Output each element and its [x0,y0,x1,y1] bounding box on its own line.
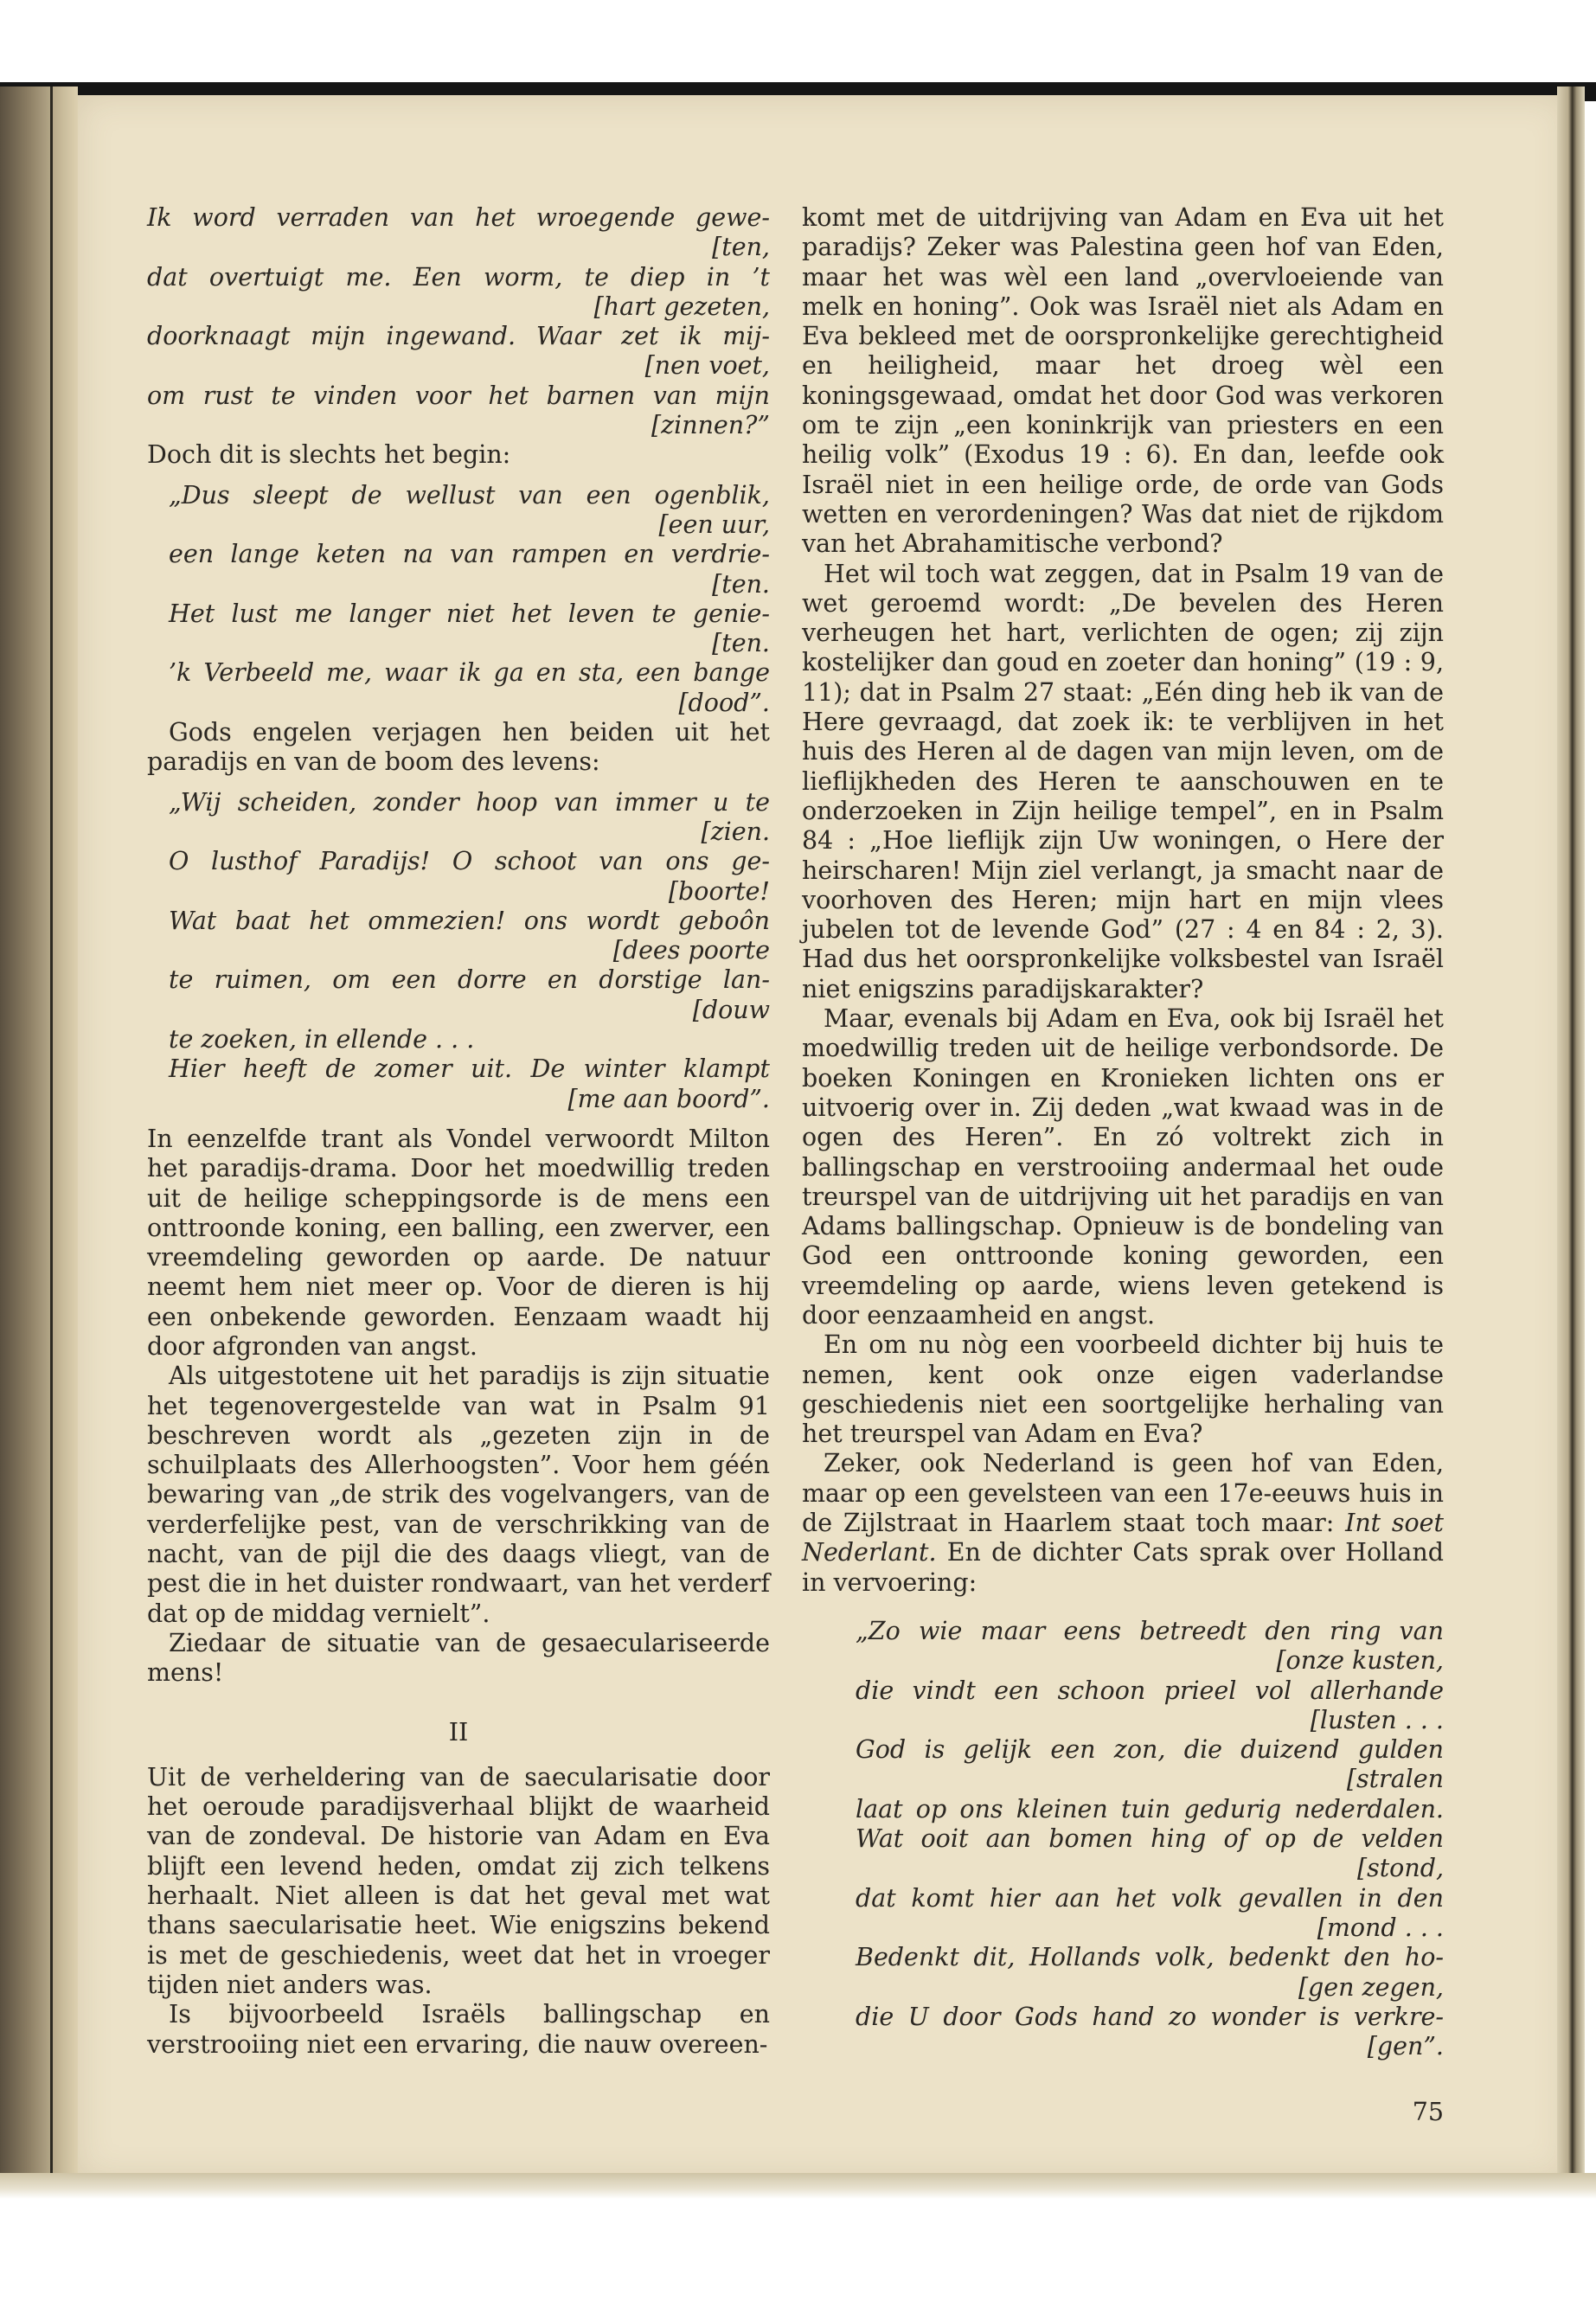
poem-cats [802,1617,1444,2061]
paragraph [802,1449,1444,1597]
verse-line: Bedenkt dit, Hollands volk, bedenkt den ho- [856,1943,1444,1972]
verse-line: Hier heeft de zomer uit. De winter klampt [169,1054,770,1084]
verse-continuation: [boorte! [668,876,770,906]
verse-line: die vindt een schoon prieel vol allerhande [856,1676,1444,1705]
verse-continuation: [nen voet, [644,351,770,381]
paragraph: Het wil toch wat zeggen, dat in Psalm 19 van de wet geroemd wordt: „De bevelen des Heren verheugen het hart, verlichten de ogen; zij zijn kostelijker dan goud en zoeter dan honing” (19 : 9, 11); dat in Psalm 27 staat: „Eén ding heb ik van de Here gevraagd, dat zoek ik: te verblijven in het huis des Heren al de dagen van mijn leven, om de lieflijkheden des Heren te aanschouwen en te onderzoeken in Zijn heilige tempel”, en in Psalm 84 : „Hoe lieflijk zijn Uw woningen, o Here der heirscharen! Mijn ziel verlangt, ja smacht naar de voorhoven des Heren; mijn hart en mijn vlees jubelen tot de levende God” (27 : 4 en 84 : 2, 3). Had dus het oorspronkelijke volksbestel van Israël niet enigszins paradijskarakter? [802,559,1444,1003]
verse-continuation: [stond, [1356,1854,1444,1883]
verse-continuation: [ten. [712,629,770,658]
paragraph: En om nu nòg een voorbeeld dichter bij huis te nemen, kent ook onze eigen vaderlandse geschiedenis niet een soortgelijke herhaling van het treurspel van Adam en Eva? [802,1330,1444,1449]
paragraph-text: En de dichter Cats sprak over Holland in vervoering: [802,1538,1444,1597]
verse-line: „Wij scheiden, zonder hoop van immer u te [169,787,770,817]
section-heading: II [448,1717,469,1747]
right-column [802,203,1444,2061]
verse-continuation: [dees poorte [612,936,770,965]
verse-continuation: [stralen [1346,1765,1444,1794]
verse-line: ’k Verbeeld me, waar ik ga en sta, een bange [169,658,770,688]
verse-continuation: [lusten . . . [1310,1705,1444,1734]
verse-continuation: [ten, [712,233,770,262]
verse-line: O lusthof Paradijs! O schoot van ons ge- [169,847,770,876]
scan-bottom-border [0,2173,1596,2199]
verse-line: die U door Gods hand zo wonder is verkre- [856,2002,1444,2031]
paragraph: Ziedaar de situatie van de gesaeculariseerde mens! [147,1628,770,1688]
poem-vondel-3 [147,788,770,1114]
verse-line: Wat ooit aan bomen hing of op de velden [856,1824,1444,1854]
page-edge-right [1557,87,1585,2180]
paragraph: Gods engelen verjagen hen beiden uit het paradijs en van de boom des levens: [147,718,770,777]
inscription-quote: Int soet Nederlant. [802,1509,1444,1567]
verse-line: laat op ons kleinen tuin gedurig nederdalen. [856,1794,1444,1823]
verse-continuation: [me aan boord”. [567,1084,770,1113]
verse-continuation: [gen”. [1367,2032,1444,2061]
spine-fold-line [50,87,53,2180]
verse-line: een lange keten na van rampen en verdrie- [169,540,770,569]
verse-line: doorknaagt mijn ingewand. Waar zet ik mij- [147,322,770,351]
verse-line: „Zo wie maar eens betreedt den ring van [856,1616,1444,1645]
verse-line: Ik word verraden van het wroegende gewe- [147,203,770,232]
verse-line: dat komt hier aan het volk gevallen in den [856,1883,1444,1913]
verse-continuation: [een uur, [658,510,770,539]
verse-continuation: [dood”. [678,688,770,717]
verse-continuation: [zinnen?” [651,411,770,440]
left-column [147,203,770,2060]
intro-text: Doch dit is slechts het begin: [147,440,511,470]
verse-continuation: [zien. [701,817,770,846]
paragraph: Uit de verheldering van de saecularisatie door het oeroude paradijsverhaal blijkt de waarheid van de zondeval. De historie van Adam en Eva blijft een levend heden, omdat zij zich telkens herhaalt. Niet alleen is dat het geval met wat thans saecularisatie heet. Wie enigszins bekend is met de geschiedenis, weet dat het in vroeger tijden niet anders was. [147,1762,770,1999]
verse-line: Het lust me langer niet het leven te genie- [169,599,770,628]
verse-continuation: [douw [692,995,770,1024]
verse-continuation: [ten. [712,569,770,599]
verse-line: te ruimen, om een dorre en dorstige lan- [169,965,770,995]
verse-line: God is gelijk een zon, die duizend gulden [856,1735,1444,1765]
verse-line: Wat baat het ommezien! ons wordt geboôn [169,906,770,935]
verse-line: om rust te vinden voor het barnen van mijn [147,381,770,410]
verse-line: te zoeken, in ellende . . . [169,1025,475,1054]
paragraph: komt met de uitdrijving van Adam en Eva uit het paradijs? Zeker was Palestina geen hof van Eden, maar het was wèl een land „overvloeiende van melk en honing”. Ook was Israël niet als Adam en Eva bekleed met de oorspronkelijke gerechtigheid en heiligheid, maar het droeg wèl een koningsgewaad, omdat het door God was verkoren om te zijn „een koninkrijk van priesters en een heilig volk” (Exodus 19 : 6). En dan, leefde ook Israël niet in een heilige orde, de orde van Gods wetten en verordeningen? Was dat niet de rijkdom van het Abrahamitische verbond? [802,203,1444,559]
page-number: 75 [1412,2098,1444,2126]
paragraph-text: Zeker, ook Nederland is geen hof van Eden, maar op een gevelsteen van een 17e-eeuws huis in de Zijlstraat in Haarlem staat toch maar: [802,1449,1444,1538]
verse-line: dat overtuigt me. Een worm, te diep in ’t [147,262,770,292]
poem-vondel-1 [147,203,770,440]
paragraph: Is bijvoorbeeld Israëls ballingschap en verstrooiing niet een ervaring, die nauw overeen- [147,2000,770,2059]
verse-continuation: [mond . . . [1317,1913,1444,1942]
book-spine [0,87,78,2180]
verse-continuation: [hart gezeten, [593,292,770,321]
verse-continuation: [onze kusten, [1276,1646,1444,1676]
verse-line: „Dus sleept de wellust van een ogenblik, [169,480,770,510]
paragraph: Maar, evenals bij Adam en Eva, ook bij Israël het moedwillig treden uit de heilige verbondsorde. De boeken Koningen en Kronieken lichten ons er uitvoerig over in. Zij deden „wat kwaad was in de ogen des Heren”. En zó voltrekt zich in ballingschap en verstrooiing andermaal het oude treurspel van de uitdrijving uit het paradijs en van Adams ballingschap. Opnieuw is de bondeling van God een onttroonde koning geworden, een vreemdeling op aarde, wiens leven getekend is door eenzaamheid en angst. [802,1004,1444,1330]
verse-continuation: [gen zegen, [1298,1972,1444,2002]
poem-vondel-2 [147,481,770,718]
paragraph: Als uitgestotene uit het paradijs is zijn situatie het tegenovergestelde van wat in Psalm 91 beschreven wordt als „gezeten zijn in de schuilplaats des Allerhoogsten”. Voor hem géén bewaring van „de strik des vogelvangers, van de verderfelijke pest, van de verschrikking van de nacht, van de pijl die des daags vliegt, van de pest die in het duister rondwaart, van het verderf dat op de middag vernielt”. [147,1362,770,1628]
paragraph: In eenzelfde trant als Vondel verwoordt Milton het paradijs-drama. Door het moedwillig treden uit de heilige scheppingsorde is de mens een onttroonde koning, een balling, een zwerver, een vreemdeling geworden op aarde. De natuur neemt hem niet meer op. Voor de dieren is hij een onbekende geworden. Eenzaam waadt hij door afgronden van angst. [147,1124,770,1361]
